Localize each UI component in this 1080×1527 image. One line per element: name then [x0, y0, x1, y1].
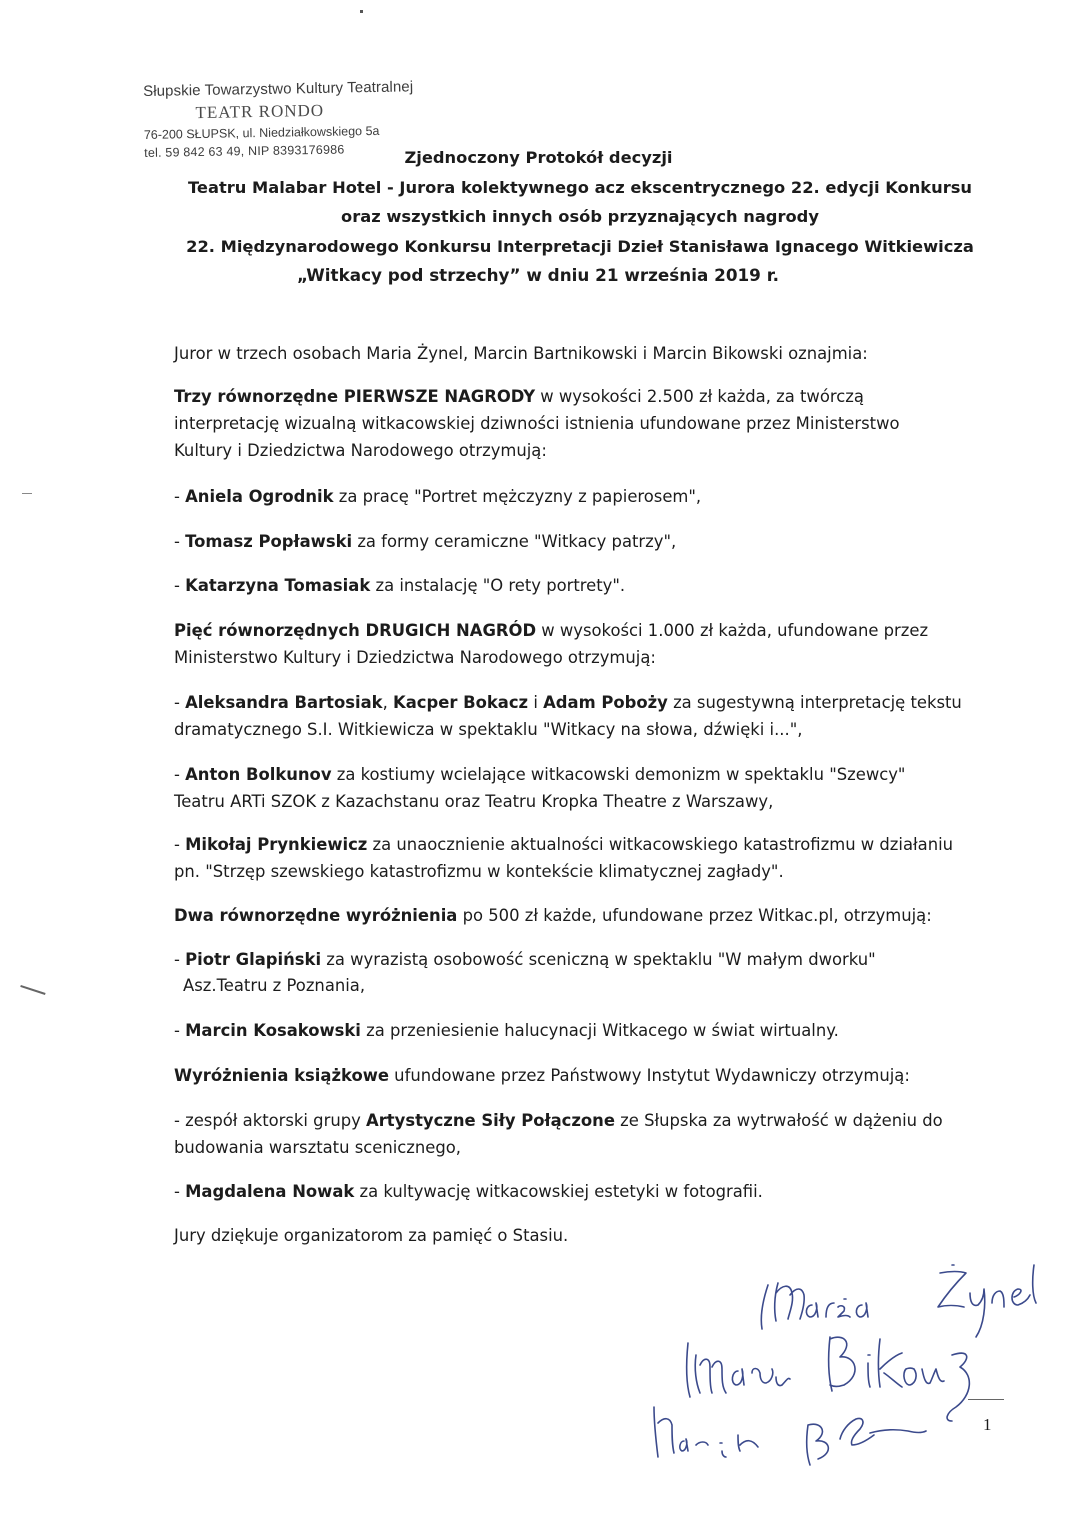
winner-description-line: pn. "Strzęp szewskiego katastrofizmu w kontekście klimatycznej zagłady".	[174, 862, 784, 881]
stamp-organization: Słupskie Towarzystwo Kultury Teatralnej	[142, 78, 414, 100]
winner-description: za instalację "O rety portrety".	[370, 576, 626, 595]
name-separator: ,	[382, 693, 394, 712]
title-line: „Witkacy pod strzechy” w dniu 21 września 2019 r.	[297, 265, 779, 285]
list-dash: -	[174, 693, 186, 712]
distinctions-label: wyróżnienia	[345, 906, 458, 925]
list-dash: -	[174, 835, 186, 854]
distinctions-heading	[174, 905, 932, 927]
winner-description: za przeniesienie halucynacji Witkacego w świat wirtualny.	[360, 1021, 839, 1040]
title-line: Teatru Malabar Hotel - Jurora kolektywnego acz ekscentrycznego 22. edycji Konkursu	[187, 177, 973, 197]
signatures-area	[640, 1245, 1060, 1505]
first-prizes-label: Trzy równorzędne PIERWSZE NAGRODY	[174, 387, 536, 406]
list-dash: -	[174, 950, 186, 969]
winner-name: Anton Bolkunov	[185, 765, 332, 784]
handwritten-signatures	[640, 1245, 1060, 1505]
signature-marcin-bartnikowski	[654, 1407, 926, 1465]
winner-item	[174, 834, 953, 856]
second-prizes-text: w wysokości 1.000 zł każda, ufundowane przez	[536, 621, 929, 640]
winner-description: - zespół aktorski grupy	[174, 1111, 367, 1130]
stamp-contact: tel. 59 842 63 49, NIP 8393176986	[144, 141, 345, 160]
winner-description: za kultywację witkacowskiej estetyki w fotografii.	[354, 1182, 763, 1201]
title-line: Zjednoczony Protokół decyzji	[404, 148, 673, 167]
first-prizes-text: w wysokości 2.500 zł każda, za twórczą	[535, 387, 864, 406]
winner-name: Aleksandra Bartosiak	[185, 693, 383, 712]
winner-description: za formy ceramiczne "Witkacy patrzy",	[352, 532, 677, 551]
first-prizes-text-line: Kultury i Dziedzictwa Narodowego otrzymują:	[174, 441, 547, 460]
winner-description: ze Słupska za wytrwałość w dążeniu do	[614, 1111, 943, 1130]
winner-description-line: budowania warsztatu scenicznego,	[174, 1138, 462, 1157]
second-prizes-heading	[174, 620, 928, 642]
winner-item	[174, 486, 701, 508]
first-prizes-heading	[174, 386, 864, 408]
winner-item	[174, 1020, 839, 1042]
winner-name: Magdalena Nowak	[185, 1182, 355, 1201]
winner-item	[174, 692, 962, 714]
scan-speck	[20, 985, 45, 994]
list-dash: -	[174, 765, 186, 784]
intro-paragraph: Juror w trzech osobach Maria Żynel, Marcin Bartnikowski i Marcin Bikowski oznajmia:	[174, 344, 868, 363]
winner-item	[174, 1181, 763, 1203]
list-dash: -	[174, 1021, 186, 1040]
winner-name: Aniela Ogrodnik	[185, 487, 334, 506]
scan-speck	[22, 493, 32, 494]
distinctions-label: Dwa równorzędne	[174, 906, 346, 925]
winner-description: za kostiumy wcielające witkacowski demonizm w spektaklu "Szewcy"	[331, 765, 906, 784]
document-title	[160, 143, 1000, 291]
first-prizes-text-line: interpretację wizualną witkacowskiej dziwności istnienia ufundowane przez Ministerstwo	[174, 414, 900, 433]
second-prizes-text-line: Ministerstwo Kultury i Dziedzictwa Narodowego otrzymują:	[174, 648, 656, 667]
title-line: 22. Międzynarodowego Konkursu Interpretacji Dzieł Stanisława Ignacego Witkiewicza	[186, 236, 974, 256]
list-dash: -	[174, 487, 186, 506]
winner-description: za pracę "Portret mężczyzny z papierosem",	[333, 487, 702, 506]
winner-item	[174, 575, 625, 597]
winner-name: Mikołaj Prynkiewicz	[185, 835, 368, 854]
winner-name: Katarzyna Tomasiak	[185, 576, 371, 595]
winner-name: Marcin Kosakowski	[185, 1021, 361, 1040]
winner-name: Piotr Glapiński	[185, 950, 322, 969]
distinctions-text: po 500 zł każde, ufundowane przez Witkac.pl, otrzymują:	[457, 906, 932, 925]
winner-description-line: dramatycznego S.I. Witkiewicza w spektaklu "Witkacy na słowa, dźwięki i...",	[174, 720, 803, 739]
second-prizes-label: Pięć równorzędnych DRUGICH NAGRÓD	[174, 621, 537, 640]
closing-paragraph: Jury dziękuje organizatorom za pamięć o Stasiu.	[174, 1226, 569, 1245]
winner-name: Adam Poboży	[543, 693, 668, 712]
page-number-rule	[968, 1399, 1004, 1400]
page-number: 1	[983, 1415, 992, 1434]
winner-description: za unaocznienie aktualności witkacowskiego katastrofizmu w działaniu	[367, 835, 954, 854]
winner-item	[174, 1110, 943, 1132]
winner-name: Artystyczne Siły Połączone	[366, 1111, 615, 1130]
book-awards-label: Wyróżnienia książkowe	[174, 1066, 389, 1085]
winner-item	[174, 764, 905, 786]
stamp-theatre-name: TEATR RONDO	[195, 100, 325, 123]
title-line: oraz wszystkich innych osób przyznających nagrody	[341, 207, 819, 226]
book-awards-text: ufundowane przez Państwowy Instytut Wydawniczy otrzymują:	[388, 1066, 910, 1085]
winner-name: Tomasz Popławski	[185, 532, 353, 551]
winner-item	[174, 531, 676, 553]
book-awards-heading	[174, 1065, 910, 1087]
winner-description: za sugestywną interpretację tekstu	[667, 693, 962, 712]
list-dash: -	[174, 576, 186, 595]
winner-name: Kacper Bokacz	[393, 693, 529, 712]
name-separator: i	[528, 693, 544, 712]
list-dash: -	[174, 532, 186, 551]
winner-description-line: Teatru ARTi SZOK z Kazachstanu oraz Teatru Kropka Theatre z Warszawy,	[174, 792, 774, 811]
list-dash: -	[174, 1182, 186, 1201]
signature-maria-zynel	[761, 1265, 1036, 1337]
winner-description-line: Asz.Teatru z Poznania,	[183, 976, 366, 995]
stamp-address: 76-200 SŁUPSK, ul. Niedziałkowskiego 5a	[143, 123, 380, 142]
winner-description: za wyrazistą osobowość sceniczną w spektaklu "W małym dworku"	[321, 950, 876, 969]
winner-item	[174, 949, 876, 971]
signature-marcin-bikowski	[687, 1337, 970, 1421]
scan-speck	[360, 10, 363, 13]
